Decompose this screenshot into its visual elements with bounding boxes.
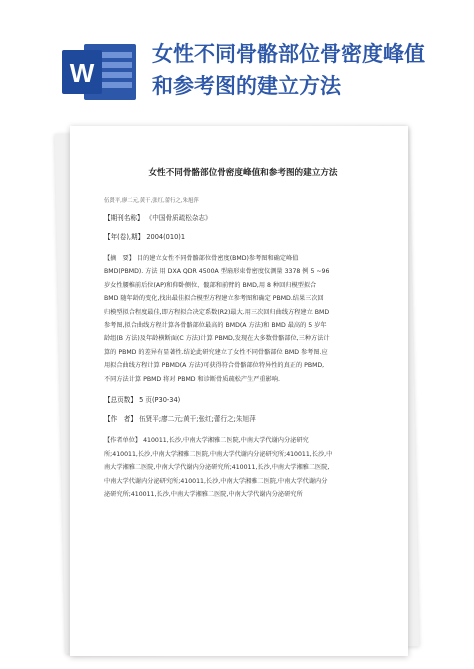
abstract-text: 目的建立女性不同骨骼部位骨密度(BMD)参考图和确定峰值 (136, 255, 299, 262)
pages-label: 【总页数】 (104, 396, 137, 405)
word-icon (60, 42, 138, 102)
org-label: 【作者单位】 (104, 437, 142, 445)
issue-field (104, 233, 382, 242)
word-logo-letter: W (69, 58, 95, 88)
abstract-line: 岁女性腰椎前后位(AP)和仰卧侧位、髋部和前臂的 BMD,用 8 种回归模型拟合 (104, 281, 317, 289)
abstract-label: 【摘 要】 (104, 255, 135, 262)
org-line: 泌研究所;410011,长沙,中南大学湘雅二医院,中南大学代谢内分泌研究所 (104, 491, 303, 499)
journal-value: 《中国骨质疏松杂志》 (145, 214, 212, 222)
org-line: 中南大学代谢内分泌研究所;410011,长沙,中南大学湘雅二医院,中南大学代谢内分 (104, 477, 328, 485)
abstract-line: 不同方法计算 PBMD 将对 PBMD 和诊断骨质疏松产生严重影响. (104, 375, 280, 383)
abstract-line: 龄组(B 方法)及年龄横断面(C 方法)计算 PBMD,发现在大多数骨骼部位,三种方法计 (104, 335, 330, 343)
author-label: 【作 者】 (104, 415, 137, 424)
org-line (104, 434, 382, 448)
org-line: 南大学湘雅二医院,中南大学代谢内分泌研究所;410011,长沙,中南大学湘雅二医院, (104, 464, 330, 472)
banner-title-line1: 女性不同骨骼部位骨密度峰值 (152, 41, 425, 66)
banner-title (152, 38, 452, 102)
abstract-line: 参考图,拟合曲线方程计算各骨骼部位最高的 BMD(A 方法)和 BMD 最高的 5 岁年 (104, 322, 327, 330)
document-title: 女性不同骨骼部位骨密度峰值和参考图的建立方法 (148, 168, 338, 178)
abstract-line: BMD(PBMD). 方法 用 DXA QDR 4500A 型扇形束骨密度仪测量 3378 例 5 ~96 (104, 268, 330, 276)
journal-label: 【期刊名称】 (104, 214, 144, 222)
org-line: 所;410011,长沙,中南大学湘雅二医院,中南大学代谢内分泌研究所;410011,长沙,中 (104, 450, 333, 458)
author-field (104, 415, 382, 424)
banner (0, 0, 474, 128)
document-page (70, 126, 408, 656)
abstract-line: 归模型拟合程度最佳,即方程拟合决定系数(R2)最大.用三次回归曲线方程建立 BMD (104, 308, 330, 316)
organization-field (104, 434, 382, 502)
issue-label: 【年(卷),期】 (104, 233, 145, 241)
authors-line: 伍贤平,廖二元,黄干,张红,蕾行之,朱旭萍 (104, 198, 199, 204)
pages-field (104, 396, 382, 405)
abstract-line (104, 252, 382, 265)
abstract-line: 算的 PBMD 的差异有显著性.结论此研究建立了女性不同骨骼部位 BMD 参考图.应 (104, 348, 328, 356)
abstract-line: 用拟合曲线方程计算 PBMD(A 方法)可获得符合骨骼部位特异性的真正的 PBMD, (104, 362, 325, 370)
author-value: 伍贤平;廖二元;黄干;张红;蕾行之;朱旭萍 (139, 415, 256, 424)
banner-title-line2: 和参考图的建立方法 (152, 73, 341, 98)
abstract (104, 252, 382, 386)
abstract-line: BMD 随年龄的变化,找出最佳拟合模型方程建立参考图和确定 PBMD.结果三次回 (104, 295, 324, 303)
org-text: 410011,长沙,中南大学湘雅二医院,中南大学代谢内分泌研究 (143, 437, 309, 445)
issue-value: 2004(010)1 (146, 233, 186, 241)
pages-value: 5 页(P30-34) (139, 396, 181, 405)
journal-field (104, 214, 382, 223)
